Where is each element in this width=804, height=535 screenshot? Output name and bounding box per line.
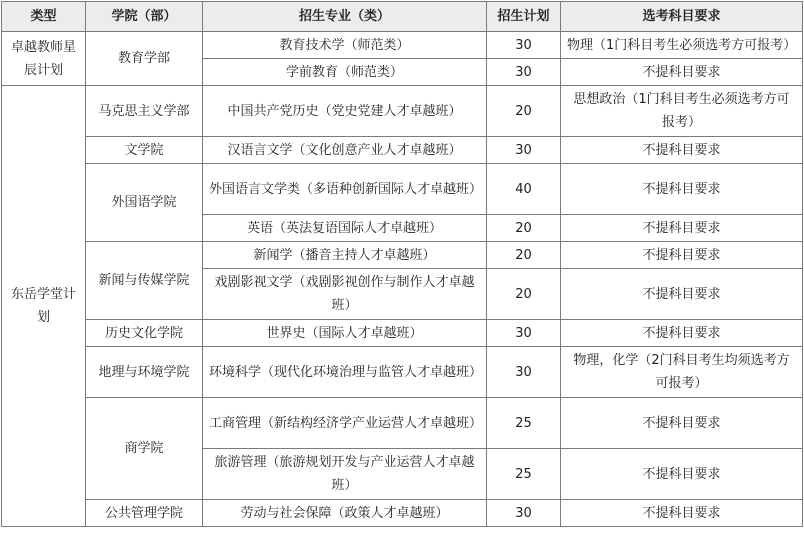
college-cell: 外国语学院 [86, 164, 203, 242]
plan-cell: 40 [487, 164, 561, 215]
plan-cell: 20 [487, 86, 561, 137]
requirement-cell: 不提科目要求 [561, 137, 803, 164]
table-row [2, 320, 803, 347]
college-cell: 新闻与传媒学院 [86, 242, 203, 320]
table-header-row [2, 2, 803, 32]
major-cell: 学前教育（师范类） [203, 59, 487, 86]
table-row [2, 86, 803, 137]
header-plan: 招生计划 [487, 2, 561, 32]
major-cell: 工商管理（新结构经济学产业运营人才卓越班） [203, 398, 487, 449]
requirement-cell: 物理，化学（2门科目考生均须选考方可报考） [561, 347, 803, 398]
college-cell: 地理与环境学院 [86, 347, 203, 398]
college-cell: 商学院 [86, 398, 203, 500]
plan-cell: 30 [487, 347, 561, 398]
requirement-cell: 不提科目要求 [561, 500, 803, 527]
major-cell: 环境科学（现代化环境治理与监管人才卓越班） [203, 347, 487, 398]
plan-cell: 20 [487, 269, 561, 320]
major-cell: 教育技术学（师范类） [203, 32, 487, 59]
plan-cell: 30 [487, 320, 561, 347]
requirement-cell: 不提科目要求 [561, 164, 803, 215]
requirement-cell: 思想政治（1门科目考生必须选考方可报考） [561, 86, 803, 137]
enrollment-table [1, 1, 803, 527]
type-cell: 东岳学堂计划 [2, 86, 86, 527]
plan-cell: 30 [487, 32, 561, 59]
table-row [2, 242, 803, 269]
plan-cell: 30 [487, 500, 561, 527]
major-cell: 英语（英法复语国际人才卓越班） [203, 215, 487, 242]
plan-cell: 30 [487, 137, 561, 164]
table-row [2, 500, 803, 527]
table-row [2, 164, 803, 215]
college-cell: 教育学部 [86, 32, 203, 86]
header-requirement: 选考科目要求 [561, 2, 803, 32]
requirement-cell: 不提科目要求 [561, 59, 803, 86]
requirement-cell: 不提科目要求 [561, 269, 803, 320]
major-cell: 新闻学（播音主持人才卓越班） [203, 242, 487, 269]
requirement-cell: 不提科目要求 [561, 215, 803, 242]
major-cell: 汉语言文学（文化创意产业人才卓越班） [203, 137, 487, 164]
type-cell: 卓越教师星辰计划 [2, 32, 86, 86]
requirement-cell: 不提科目要求 [561, 242, 803, 269]
table-row [2, 398, 803, 449]
requirement-cell: 不提科目要求 [561, 320, 803, 347]
plan-cell: 25 [487, 398, 561, 449]
major-cell: 中国共产党历史（党史党建人才卓越班） [203, 86, 487, 137]
major-cell: 旅游管理（旅游规划开发与产业运营人才卓越班） [203, 449, 487, 500]
table-row [2, 32, 803, 59]
table-row [2, 347, 803, 398]
plan-cell: 25 [487, 449, 561, 500]
major-cell: 戏剧影视文学（戏剧影视创作与制作人才卓越班） [203, 269, 487, 320]
college-cell: 文学院 [86, 137, 203, 164]
plan-cell: 30 [487, 59, 561, 86]
plan-cell: 20 [487, 242, 561, 269]
plan-cell: 20 [487, 215, 561, 242]
major-cell: 劳动与社会保障（政策人才卓越班） [203, 500, 487, 527]
college-cell: 公共管理学院 [86, 500, 203, 527]
header-major: 招生专业（类） [203, 2, 487, 32]
requirement-cell: 不提科目要求 [561, 398, 803, 449]
major-cell: 外国语言文学类（多语种创新国际人才卓越班） [203, 164, 487, 215]
requirement-cell: 不提科目要求 [561, 449, 803, 500]
college-cell: 历史文化学院 [86, 320, 203, 347]
header-type: 类型 [2, 2, 86, 32]
major-cell: 世界史（国际人才卓越班） [203, 320, 487, 347]
college-cell: 马克思主义学部 [86, 86, 203, 137]
header-college: 学院（部） [86, 2, 203, 32]
requirement-cell: 物理（1门科目考生必须选考方可报考） [561, 32, 803, 59]
table-row [2, 137, 803, 164]
